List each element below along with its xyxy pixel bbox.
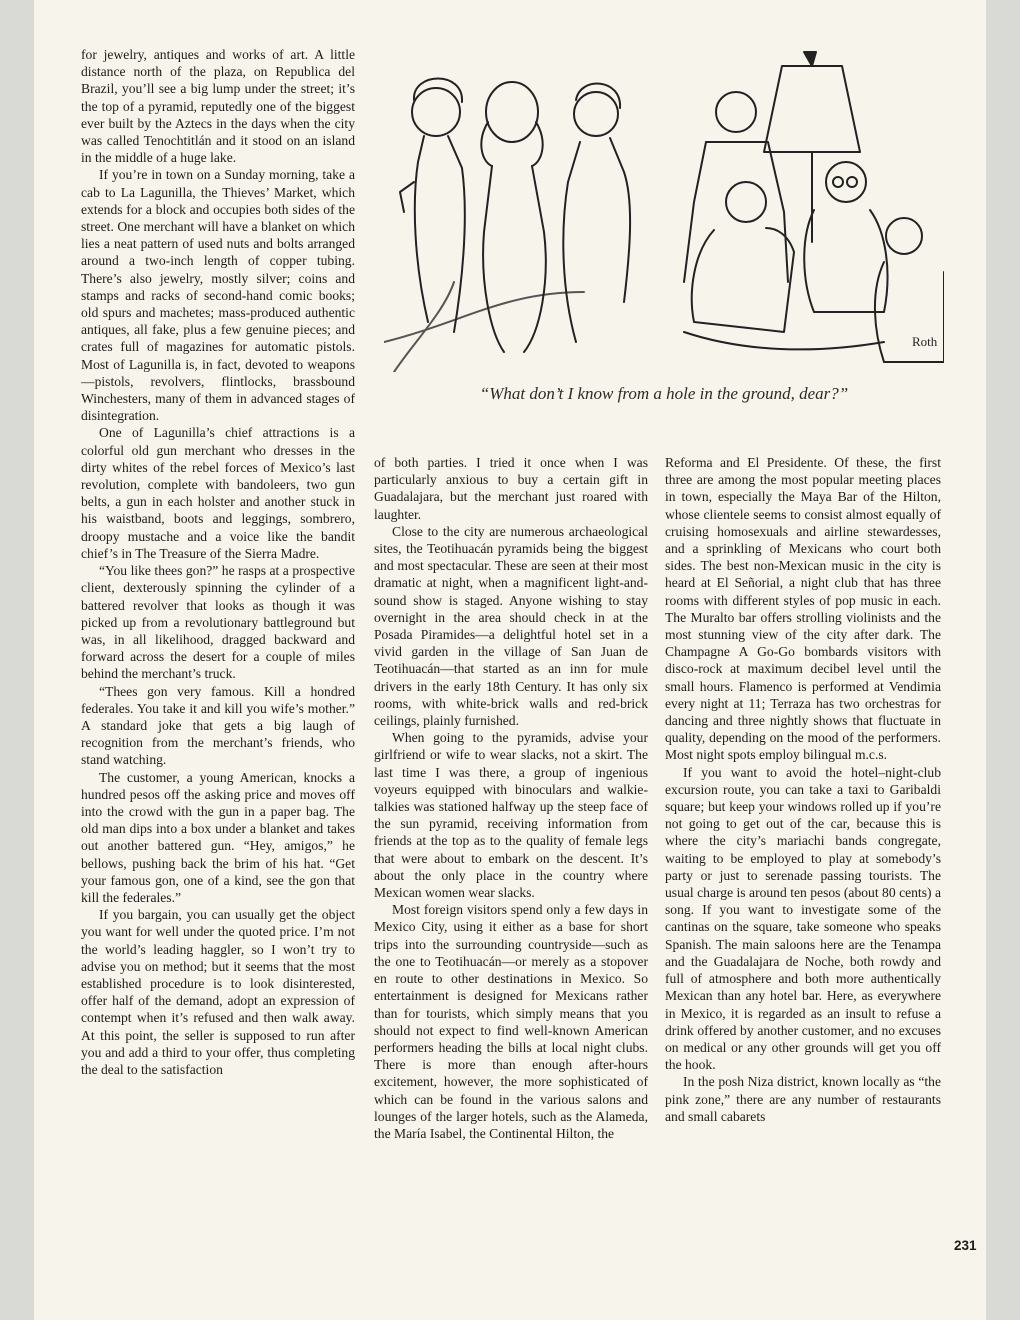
paragraph: If you’re in town on a Sunday morning, take a cab to La Lagunilla, the Thieves’ Market, which extends for a block and occupies both sides of the street. One merchant will have a blanket on which lies a neat pattern of used nuts and bolts arranged around a two-inch length of copper tubing. There’s also jewelry, mostly silver; coins and stamps and racks of second-hand comic books; old spurs and machetes; mass-produced authentic antiques, all fake, plus a few genuine pieces; and crates full of magazines for automatic pistols. Most of Lagunilla is, in fact, devoted to weapons—pistols, revolvers, flintlocks, brassbound Winchesters, many of them in advanced stages of disintegration.: [81, 167, 355, 424]
paragraph: for jewelry, antiques and works of art. A little distance north of the plaza, on Republica del Brazil, you’ll see a big lump under the street; it’s the top of a pyramid, reputedly one of the biggest ever built by the Aztecs in the days when the city was called Tenochtitlán and it stood on an island in the middle of a huge lake.: [81, 47, 355, 166]
paragraph: In the posh Niza district, known locally as “the pink zone,” there are any number of restaurants and small cabarets: [665, 1074, 941, 1124]
page-number: 231: [954, 1238, 977, 1253]
paragraph: of both parties. I tried it once when I was particularly anxious to buy a certain gift in Guadalajara, but the merchant just roared with laughter.: [374, 455, 648, 522]
magazine-page: [34, 0, 986, 1320]
text-column-1: [81, 46, 355, 1078]
paragraph: Close to the city are numerous archaeological sites, the Teotihuacán pyramids being the biggest and most spectacular. These are seen at their most dramatic at night, when a magnificent light-and-sound show is staged. Anyone wishing to stay overnight in the area should check in at the Posada Piramides—a delightful hotel set in a vivid garden in the village of San Juan de Teotihuacán—that started as an inn for mule drivers in the early 18th Century. It has only six rooms, with white-brick walls and red-brick ceilings, plainly furnished.: [374, 523, 648, 729]
text-column-3: [665, 454, 941, 1125]
artist-signature: Roth: [912, 334, 938, 349]
text-column-2: [374, 454, 648, 1142]
cartoon-caption: “What don’t I know from a hole in the ground, dear?”: [479, 384, 849, 403]
paragraph: One of Lagunilla’s chief attractions is a colorful old gun merchant who dresses in the dirty whites of the rebel forces of Mexico’s last revolution, complete with bandoleers, two gun belts, a gun in each holster and another stuck in his waistband, boots and leggings, sombrero, droopy mustache and a voice like the bandit chief’s in The Treasure of the Sierra Madre.: [81, 425, 355, 561]
paragraph: If you want to avoid the hotel–night-club excursion route, you can take a taxi to Garibaldi square; but keep your windows rolled up if you’re not going to get out of the car, because this is where the city’s mariachi bands congregate, waiting to be employed to play at somebody’s party or just to serenade passing tourists. The usual charge is around ten pesos (about 80 cents) a song. If you want to investigate some of the cantinas on the square, take someone who speaks Spanish. The main saloons here are the Tenampa and the Guadalajara de Noche, both rowdy and full of atmosphere and both more authentically Mexican than any hotel bar. Here, as everywhere in Mexico, it is regarded as an insult to refuse a drink offered by another customer, and no excuses on medical or any other grounds will get you off the hook.: [665, 764, 941, 1073]
paragraph: The customer, a young American, knocks a hundred pesos off the asking price and moves off into the crowd with the gun in a paper bag. The old man dips into a box under a blanket and takes out another battered gun. “Hey, amigos,” he bellows, pushing back the brim of his hat. “Get your famous gon, one of a kind, see the gon that kill the federales.”: [81, 769, 355, 905]
paragraph: “You like thees gon?” he rasps at a prospective client, dexterously spinning the cylinder of a battered revolver that looks as though it was picked up from a revolutionary battleground but was, in all likelihood, dragged backward and forward across the desert for a couple of miles behind the merchant’s truck.: [81, 563, 355, 682]
paragraph: When going to the pyramids, advise your girlfriend or wife to wear slacks, not a skirt. The last time I was there, a group of ingenious voyeurs equipped with binoculars and walkie-talkies was stationed halfway up the steep face of the sun pyramid, receiving information from friends at the top as to the quality of female legs that were about to embark on the descent. It’s about the only place in the country where Mexican women wear slacks.: [374, 730, 648, 901]
paragraph: If you bargain, you can usually get the object you want for well under the quoted price. I’m not the world’s leading haggler, so I won’t try to advise you on method; but it seems that the most established procedure is to look disinterested, offer half of the demand, adopt an expression of contempt when it’s refused and then walk away. At this point, the seller is supposed to run after you and add a third to your offer, thus completing the deal to the satisfaction: [81, 907, 355, 1077]
paragraph: Reforma and El Presidente. Of these, the first three are among the most popular meeting places in town, especially the Maya Bar of the Hilton, whose clientele seems to consist almost equally of cruising homosexuals and airline stewardesses, and a sprinkling of Mexicans who court both sides. The best non-Mexican music in the city is heard at El Señorial, a night club that has three rooms with different styles of pop music in each. The Muralto bar offers strolling violinists and the most stunning view of the city after dark. The Champagne A Go-Go bombards visitors with disco-rock at maximum decibel level until the small hours. Flamenco is performed at Vendimia every night at 11; Terraza has two orchestras for dancing and three nightly shows that fluctuate in quality, depending on the mood of the performers. Most night spots employ bilingual m.c.s.: [665, 455, 941, 763]
paragraph: “Thees gon very famous. Kill a hondred federales. You take it and kill you wife’s mother.” A standard joke that gets a big laugh of recognition from the merchant’s friends, who stand watching.: [81, 683, 355, 768]
paragraph: Most foreign visitors spend only a few days in Mexico City, using it either as a base for short trips into the surrounding countryside—such as the one to Teotihuacán—or merely as a stopover en route to other destinations in Mexico. So entertainment is designed for Mexicans rather than for tourists, which simply means that you should not expect to find well-known American performers heading the bills at local night clubs. There is more than enough after-hours excitement, however, the more sophisticated of which can be found in the various salons and lounges of the larger hotels, such as the Alameda, the María Isabel, the Continental Hilton, the: [374, 902, 648, 1141]
cartoon-illustration: [384, 42, 944, 372]
